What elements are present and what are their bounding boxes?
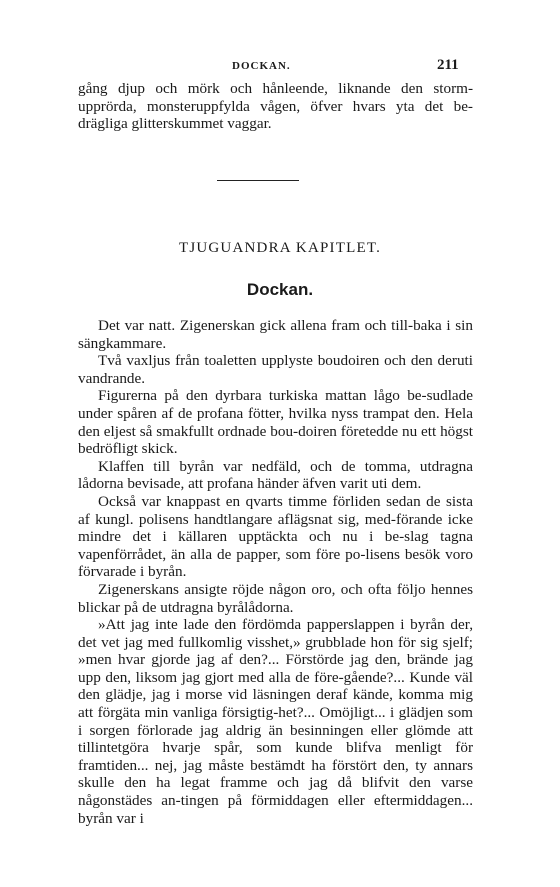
page-number: 211 — [437, 57, 459, 73]
chapter-title: Dockan. — [246, 280, 314, 299]
section-divider — [217, 180, 299, 181]
opening-text — [78, 80, 473, 133]
paragraph: »Att jag inte lade den fördömda papperslappen i byrån der, det vet jag med fullkomlig visshet,» grubblade hon för sig sjelf; »men hvar gjorde jag af den?... Förstörde jag den, brände jag upp den, liksom jag gjort med alla de före-gående?... Kunde väl den glädje, jag i morse vid läsningen deraf kände, komma mig att förgäta min vanliga försigtig-het?... Omöjligt... i glädjen som i sorgen förlorade jag aldrig än besinningen eller glömde att tillintetgöra hvarje spår, som kunde blifva menligt för framtiden... nej, jag måste bestämdt ha förstört den, ty annars skulle den ha legat framme och jag då blifvit den varse någonstädes an-tingen på förmiddagen eller eftermiddagen... byrån var i — [78, 616, 473, 827]
chapter-body — [78, 317, 473, 827]
chapter-heading: TJUGUANDRA KAPITLET. — [178, 240, 382, 256]
paragraph: Figurerna på den dyrbara turkiska mattan lågo be-sudlade under spåren af de profana fötter, hvilka nyss trampat den. Hela den eljest så smakfullt ordnade bou-doiren företedde nu ett högst bedröfligt skick. — [78, 387, 473, 458]
paragraph: Klaffen till byrån var nedfäld, och de tomma, utdragna lådorna bevisade, att profana händer äfven varit uti dem. — [78, 457, 473, 493]
opening-paragraph: gång djup och mörk och hånleende, liknande den storm-upprörda, monsteruppfylda vågen, öfver hvars yta det be-drägliga glitterskummet vaggar. — [78, 80, 473, 133]
paragraph: Zigenerskans ansigte röjde någon oro, och ofta följo hennes blickar på de utdragna byrålådorna. — [78, 580, 473, 616]
paragraph: Det var natt. Zigenerskan gick allena fram och till-baka i sin sängkammare. — [78, 317, 473, 352]
running-title: DOCKAN. — [232, 60, 291, 72]
paragraph: Också var knappast en qvarts timme förliden sedan de sista af kungl. polisens handtlangare aflägsnat sig, med-förande icke mindre det i källaren upptäckta och nu i be-slag tagna vapenförrådet, än alla de papper, som före po-lisens besök voro förvarade i byrån. — [78, 492, 473, 581]
running-head — [0, 57, 560, 80]
paragraph: Två vaxljus från toaletten upplyste boudoiren och den deruti vandrande. — [78, 352, 473, 387]
